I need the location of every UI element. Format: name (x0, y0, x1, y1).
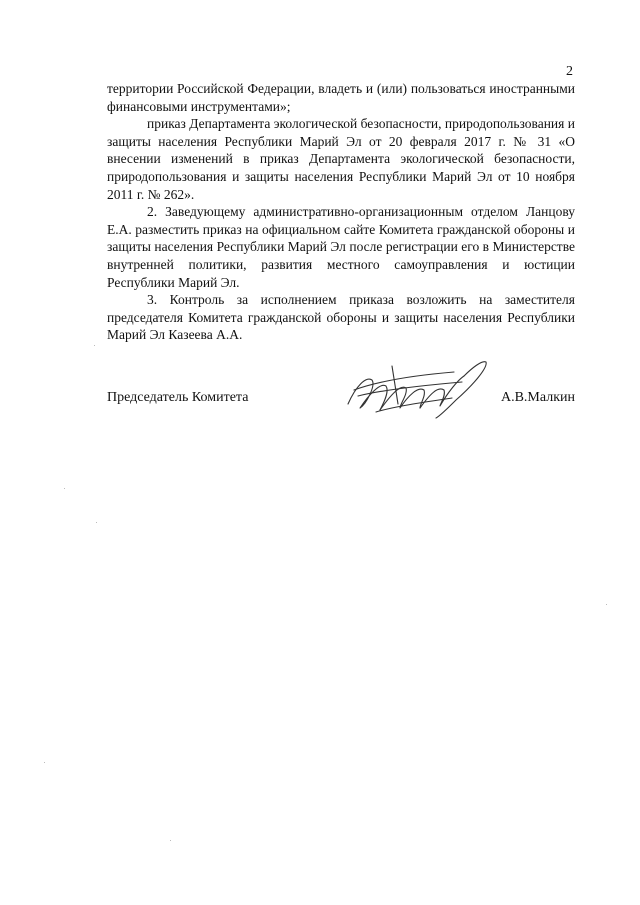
scan-speck (96, 522, 97, 523)
paragraph-order-reference: приказ Департамента экологической безопасности, природопользования и защиты населения Республики Марий Эл от 20 февраля 2017 г. № 31 «О внесении изменений в приказ Департамента экологической безопасности, природопользования и защиты населения Республики Марий Эл от 10 ноября 2011 г. № 262». (107, 116, 575, 202)
scan-speck (44, 762, 45, 763)
paragraph-item-2: 2. Заведующему административно-организационным отделом Ланцову Е.А. разместить приказ на официальном сайте Комитета гражданской обороны и защиты населения Республики Марий Эл после регистрации его в Министерстве внутренней политики, развития местного самоуправления и юстиции Республики Марий Эл. (107, 204, 575, 290)
scan-speck (606, 604, 607, 605)
signatory-name: А.В.Малкин (500, 390, 575, 405)
paragraph-item-3: 3. Контроль за исполнением приказа возложить на заместителя председателя Комитета гражданской обороны и защиты населения Республики Марий Эл Казеева А.А. (107, 292, 575, 343)
scan-speck (64, 488, 65, 489)
document-body (107, 80, 575, 344)
paragraph-continuation: территории Российской Федерации, владеть и (или) пользоваться иностранными финансовыми инструментами»; (107, 81, 575, 114)
handwritten-signature (336, 346, 496, 426)
signature-block (107, 390, 575, 410)
page-number: 2 (566, 64, 573, 79)
scan-speck (170, 840, 171, 841)
signatory-title: Председатель Комитета (107, 390, 249, 405)
scan-speck (94, 345, 95, 346)
